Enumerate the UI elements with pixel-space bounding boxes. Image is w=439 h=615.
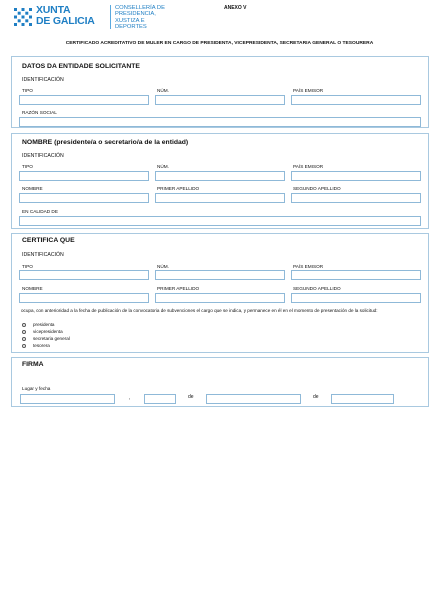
nombre-label: NOMBRE [22, 286, 43, 291]
xunta-logo [12, 4, 177, 30]
comma-separator: , [129, 395, 131, 401]
annex-label: ANEXO V [224, 5, 247, 11]
num-field[interactable] [155, 171, 285, 181]
tipo-field[interactable] [19, 270, 149, 280]
document-title: CERTIFICADO ACREDITATIVO DE MULER EN CARGO DE PRESIDENTA, VICEPRESIDENTA, SECRETARIA GENERAL O TESOURERA [65, 41, 374, 46]
nombre-field[interactable] [19, 193, 149, 203]
section-certifica [11, 233, 429, 353]
xunta-emblem-icon [12, 6, 34, 28]
section-title: CERTIFICA QUE [22, 237, 75, 244]
logo-divider [110, 5, 111, 29]
ano-field[interactable] [331, 394, 394, 404]
tipo-field[interactable] [19, 95, 149, 105]
identificacion-label: IDENTIFICACIÓN [22, 153, 64, 159]
section-title: DATOS DA ENTIDADE SOLICITANTE [22, 63, 140, 70]
num-label: NÚM. [157, 88, 169, 93]
logo-wordmark: XUNTA DE GALICIA [36, 4, 95, 27]
tipo-label: TIPO [22, 164, 33, 169]
pais-field[interactable] [291, 95, 421, 105]
num-field[interactable] [155, 95, 285, 105]
radio-vicepresidenta[interactable]: vicepresidenta [22, 329, 63, 334]
razon-social-field[interactable] [19, 117, 421, 127]
radio-circle-icon [22, 337, 26, 341]
num-label: NÚM. [157, 164, 169, 169]
primer-apellido-label: PRIMER APELLIDO [157, 286, 200, 291]
pais-label: PAÍS EMISOR [293, 264, 324, 269]
num-field[interactable] [155, 270, 285, 280]
en-calidad-label: EN CALIDAD DE [22, 209, 58, 214]
tipo-label: TIPO [22, 264, 33, 269]
primer-apellido-field[interactable] [155, 293, 285, 303]
lugar-field[interactable] [20, 394, 115, 404]
section-firma [11, 357, 429, 407]
tipo-label: TIPO [22, 88, 33, 93]
de-separator: de [313, 394, 319, 400]
segundo-apellido-label: SEGUNDO APELLIDO [293, 186, 341, 191]
tipo-field[interactable] [19, 171, 149, 181]
radio-tesorera[interactable]: tesorera [22, 343, 50, 348]
pais-label: PAÍS EMISOR [293, 88, 324, 93]
section-nombre [11, 133, 429, 229]
section-title: NOMBRE (presidente/a o secretario/a de la entidad) [22, 139, 189, 146]
lugar-fecha-label: Lugar y fecha [22, 386, 51, 391]
primer-apellido-label: PRIMER APELLIDO [157, 186, 200, 191]
dia-field[interactable] [144, 394, 176, 404]
radio-secretaria-general[interactable]: secretaria general [22, 336, 70, 341]
pais-field[interactable] [291, 171, 421, 181]
radio-circle-icon [22, 330, 26, 334]
section-entidad [11, 56, 429, 128]
segundo-apellido-field[interactable] [291, 293, 421, 303]
radio-circle-icon [22, 323, 26, 327]
pais-label: PAÍS EMISOR [293, 164, 324, 169]
radio-presidenta[interactable]: presidenta [22, 322, 54, 327]
de-separator: de [188, 394, 194, 400]
nombre-field[interactable] [19, 293, 149, 303]
identificacion-label: IDENTIFICACIÓN [22, 252, 64, 258]
pais-field[interactable] [291, 270, 421, 280]
en-calidad-field[interactable] [19, 216, 421, 226]
segundo-apellido-field[interactable] [291, 193, 421, 203]
department-name: CONSELLERÍA DE PRESIDENCIA, XUSTIZA E DEPORTES [115, 5, 165, 30]
segundo-apellido-label: SEGUNDO APELLIDO [293, 286, 341, 291]
radio-circle-icon [22, 344, 26, 348]
mes-field[interactable] [206, 394, 301, 404]
nombre-label: NOMBRE [22, 186, 43, 191]
section-title: FIRMA [22, 361, 44, 368]
razon-social-label: RAZÓN SOCIAL [22, 110, 57, 115]
num-label: NÚM. [157, 264, 169, 269]
identificacion-label: IDENTIFICACIÓN [22, 77, 64, 83]
certifica-paragraph: ocupa, con anterioridad a la fecha de publicación de la convocatoria de subvenciones el cargo que se indica, y permanece en él en el momento de presentación de la solicitud: [21, 308, 378, 313]
primer-apellido-field[interactable] [155, 193, 285, 203]
